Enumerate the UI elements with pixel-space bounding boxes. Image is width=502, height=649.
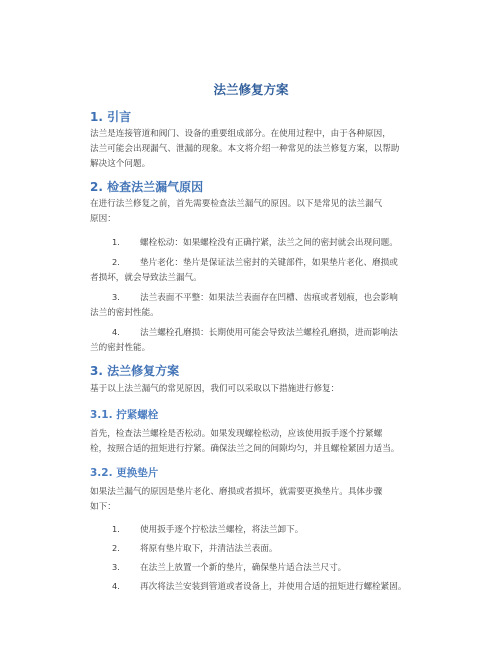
paragraph-line: 栓，按照合适的扭矩进行拧紧。确保法兰之间的间隙均匀，并且螺栓紧固力适当。 (90, 444, 400, 454)
paragraph-line: 法兰可能会出现漏气、泄漏的现象。本文将介绍一种常见的法兰修复方案，以帮助 (90, 144, 400, 154)
paragraph-line: 解决这个问题。 (90, 159, 151, 169)
list-item (90, 325, 435, 356)
step-list (90, 522, 435, 595)
list-text: 垫片老化：垫片是保证法兰密封的关键部件，如果垫片老化、磨损或 (140, 258, 398, 268)
document-title: 法兰修复方案 (213, 82, 289, 97)
list-number: 3. (112, 292, 120, 302)
paragraph-check (90, 197, 435, 227)
cause-list (90, 235, 435, 356)
paragraph-line: 如果法兰漏气的原因是垫片老化、磨损或者损坏，就需要更换垫片。具体步骤 (90, 487, 383, 497)
list-text-continued: 者损坏，就会导致法兰漏气。 (90, 273, 202, 283)
list-text-continued: 兰的密封性能。 (90, 343, 151, 353)
list-text: 将原有垫片取下，并清洁法兰表面。 (140, 544, 278, 554)
subsection-heading-tighten: 3.1. 拧紧螺栓 (90, 409, 159, 421)
paragraph-plan (90, 382, 435, 397)
section-heading-check: 2. 检查法兰漏气原因 (90, 180, 204, 194)
paragraph-line: 基于以上法兰漏气的常见原因，我们可以采取以下措施进行修复： (90, 384, 340, 394)
list-number: 4. (112, 327, 120, 337)
list-item (90, 290, 435, 321)
list-item (90, 522, 435, 538)
paragraph-intro (90, 127, 435, 172)
list-item (90, 235, 435, 251)
list-text: 法兰螺栓孔磨损：长期使用可能会导致法兰螺栓孔磨损，进而影响法 (140, 328, 398, 338)
paragraph-line: 原因： (90, 214, 116, 224)
list-text: 法兰表面不平整：如果法兰表面存在凹槽、齿痕或者划痕，也会影响 (140, 293, 398, 303)
list-item (90, 560, 435, 576)
paragraph-tighten (90, 427, 435, 457)
list-item (90, 255, 435, 286)
paragraph-replace-gasket (90, 485, 435, 515)
list-text-continued: 法兰的密封性能。 (90, 308, 159, 318)
list-number: 4. (112, 581, 120, 591)
list-text: 螺栓松动：如果螺栓没有正确拧紧，法兰之间的密封就会出现问题。 (140, 238, 398, 248)
list-number: 1. (112, 237, 120, 247)
list-number: 2. (112, 543, 120, 553)
paragraph-line: 如下： (90, 502, 116, 512)
section-heading-plan: 3. 法兰修复方案 (90, 364, 180, 378)
paragraph-line: 法兰是连接管道和阀门、设备的重要组成部分。在使用过程中，由于各种原因， (90, 129, 391, 139)
subsection-heading-replace-gasket: 3.2. 更换垫片 (90, 467, 159, 479)
list-text: 再次将法兰安装到管道或者设备上，并使用合适的扭矩进行螺栓紧固。 (140, 582, 407, 592)
list-item (90, 541, 435, 557)
paragraph-line: 首先，检查法兰螺栓是否松动。如果发现螺栓松动，应该使用扳手逐个拧紧螺 (90, 429, 383, 439)
paragraph-line: 在进行法兰修复之前，首先需要检查法兰漏气的原因。以下是常见的法兰漏气 (90, 199, 383, 209)
list-text: 使用扳手逐个拧松法兰螺栓，将法兰卸下。 (140, 525, 304, 535)
list-item (90, 579, 435, 595)
list-number: 1. (112, 524, 120, 534)
list-text: 在法兰上放置一个新的垫片，确保垫片适合法兰尺寸。 (140, 563, 347, 573)
list-number: 2. (112, 257, 120, 267)
list-number: 3. (112, 562, 120, 572)
section-heading-intro: 1. 引言 (90, 110, 132, 124)
